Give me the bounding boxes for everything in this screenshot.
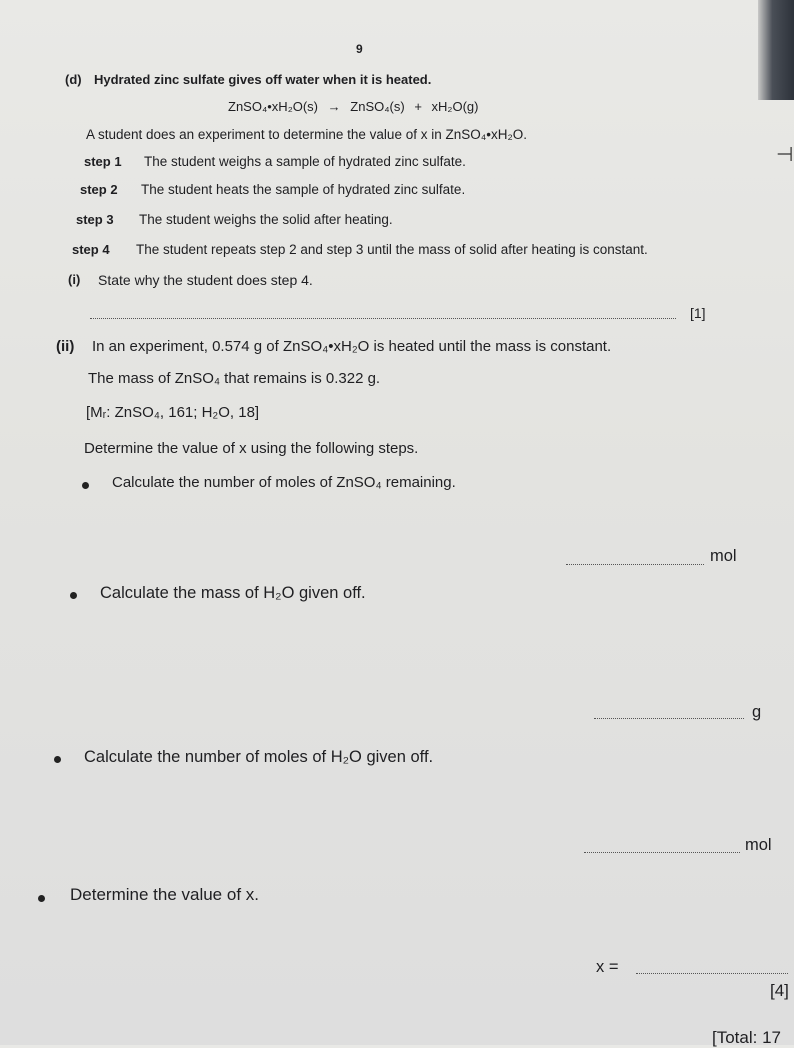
answer-line-moles-water[interactable] <box>584 852 740 853</box>
equation-plus: + <box>414 99 422 114</box>
step-4-label: step 4 <box>72 242 110 257</box>
part-i-question: State why the student does step 4. <box>98 272 313 288</box>
step-3-label: step 3 <box>76 212 114 227</box>
step-4-text: The student repeats step 2 and step 3 until the mass of solid after heating is constant. <box>136 242 648 257</box>
step-2-label: step 2 <box>80 182 118 197</box>
bullet-3-text: Calculate the number of moles of H₂O given off. <box>84 748 434 766</box>
part-ii-line-1: In an experiment, 0.574 g of ZnSO₄•xH₂O is heated until the mass is constant. <box>92 338 612 355</box>
unit-g: g <box>752 703 762 721</box>
x-equals-label: x = <box>596 958 619 976</box>
part-d-intro: Hydrated zinc sulfate gives off water when it is heated. <box>94 72 432 87</box>
bullet-1 <box>82 482 89 489</box>
step-1-label: step 1 <box>84 154 122 169</box>
margin-mark: ⊣ <box>776 144 794 166</box>
part-ii-line-2: The mass of ZnSO₄ that remains is 0.322 g. <box>88 370 381 387</box>
answer-line-x[interactable] <box>636 973 788 974</box>
bullet-2-text: Calculate the mass of H₂O given off. <box>100 584 366 602</box>
equation <box>228 99 478 114</box>
unit-mol-2: mol <box>745 836 772 854</box>
equation-arrow: → <box>327 99 341 114</box>
step-3-text: The student weighs the solid after heating. <box>139 212 393 227</box>
equation-product-2: xH₂O(g) <box>431 99 479 114</box>
equation-reactant: ZnSO₄•xH₂O(s) <box>228 99 319 114</box>
instruction: Determine the value of x using the following steps. <box>84 440 419 457</box>
part-ii-label: (ii) <box>56 338 75 355</box>
background-edge <box>758 0 794 100</box>
step-2-text: The student heats the sample of hydrated zinc sulfate. <box>141 182 466 197</box>
bullet-1-text: Calculate the number of moles of ZnSO₄ remaining. <box>112 474 456 491</box>
bullet-4-text: Determine the value of x. <box>70 885 259 904</box>
bullet-3 <box>54 756 61 763</box>
part-i-label: (i) <box>68 272 81 287</box>
part-d-label: (d) <box>65 72 82 87</box>
page-number: 9 <box>356 42 363 56</box>
answer-line-part-i[interactable] <box>90 318 676 319</box>
total-marks: [Total: 17 <box>712 1028 781 1047</box>
relative-formula-masses: [Mᵣ: ZnSO₄, 161; H₂O, 18] <box>86 404 260 421</box>
equation-product-1: ZnSO₄(s) <box>350 99 405 114</box>
answer-line-mass-water[interactable] <box>594 718 744 719</box>
bullet-4 <box>38 895 45 902</box>
bullet-2 <box>70 592 77 599</box>
unit-mol-1: mol <box>710 547 737 565</box>
answer-line-moles-znso4[interactable] <box>566 564 704 565</box>
part-i-marks: [1] <box>690 305 706 321</box>
step-1-text: The student weighs a sample of hydrated zinc sulfate. <box>144 154 466 169</box>
experiment-intro: A student does an experiment to determine the value of x in ZnSO₄•xH₂O. <box>86 127 527 142</box>
part-ii-marks: [4] <box>770 981 789 1000</box>
